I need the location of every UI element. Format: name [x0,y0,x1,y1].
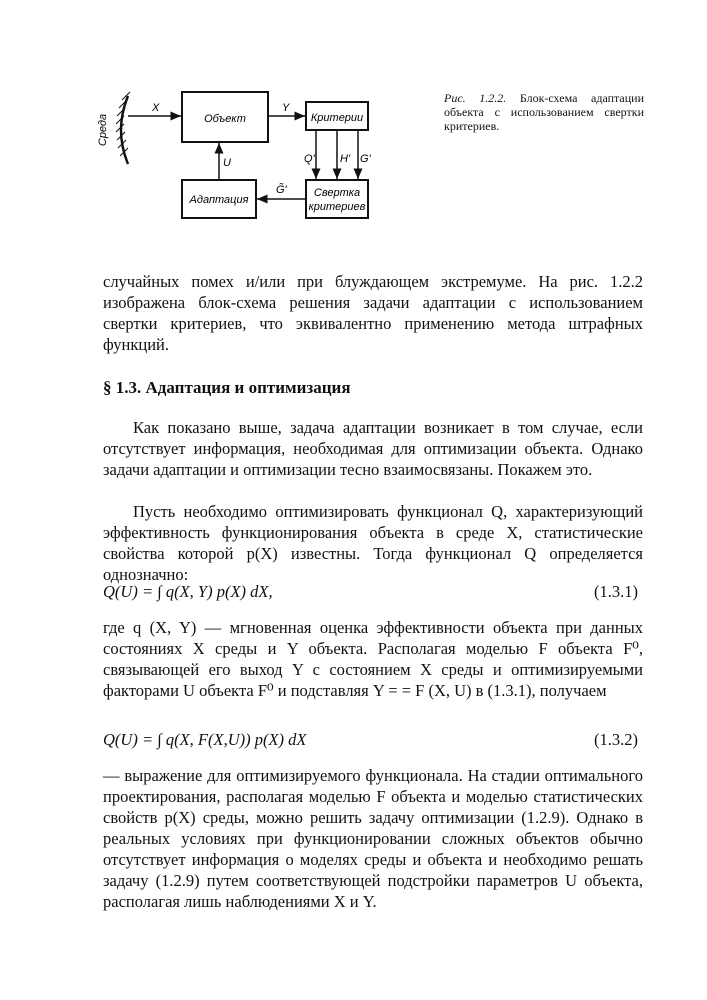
section-heading: § 1.3. Адаптация и оптимизация [103,378,351,397]
signal-y: Y [282,102,290,114]
paragraph-3: где q (X, Y) — мгновенная оценка эффективности объекта при данных состояниях X среды и Y объекта. Располагая моделью F объекта F⁰, связывающей его выход Y с состоянием X среды и оптимизируемыми факторами U объекта F⁰ и подставляя Y = = F (X, U) в (1.3.1), получаем [103,618,643,700]
equation-1-formula: Q(U) = ∫ q(X, Y) p(X) dX, [103,582,273,601]
figure-caption-text: Блок-схема адаптации объекта с использованием свертки критериев. [444,91,645,133]
adaptation-label: Адаптация [189,194,249,206]
paragraph-4: — выражение для оптимизируемого функционала. На стадии оптимального проектирования, располагая моделью F объекта и моделью статистических свойств p(X) среды, можно решить задачу оптимизации (1.2.9). Однако в реальных условиях при функционировании сложных объектов обычно отсутствует информация о моделях среды и объекта и необходимо решать задачу (1.2.9) путем соответствующей подстройки параметров U объекта, располагая лишь наблюдениями X и Y. [103,766,643,911]
signal-x: X [152,102,160,114]
equation-2 [103,730,643,752]
equation-2-formula: Q(U) = ∫ q(X, F(X,U)) p(X) dX [103,730,307,749]
environment-wall [116,92,130,164]
equation-1-number: (1.3.1) [594,582,638,601]
wall-label: Среда [97,113,109,147]
figure-caption [444,91,644,133]
signal-u: U [223,157,231,169]
equation-1 [103,582,643,604]
convolution-label-1: Свертка [313,187,361,199]
signal-q: Q' [304,153,315,165]
paragraph-1: Как показано выше, задача адаптации возникает в том случае, если отсутствует информация, необходимая для оптимизации объекта. Однако задачи адаптации и оптимизации тесно взаимосвязаны. Покажем это. [103,418,643,479]
object-label: Объект [204,113,246,125]
signal-g: G' [360,153,371,165]
figure-caption-label: Рис. 1.2.2. [444,91,507,105]
signal-h: H' [340,153,351,165]
signal-g-conv: G̃' [276,184,287,196]
equation-2-number: (1.3.2) [594,730,638,749]
paragraph-2: Пусть необходимо оптимизировать функционал Q, характеризующий эффективность функционирования объекта в среде X, статистические свойства которой p(X) известны. Тогда функционал Q определяется однозначно: [103,502,643,584]
paragraph-intro: случайных помех и/или при блуждающем экстремуме. На рис. 1.2.2 изображена блок-схема решения задачи адаптации с использованием свертки критериев, что эквивалентно применению метода штрафных функций. [103,272,643,354]
criteria-label: Критерии [310,112,364,124]
convolution-label-2: критериев [308,201,366,213]
block-diagram [92,78,392,248]
